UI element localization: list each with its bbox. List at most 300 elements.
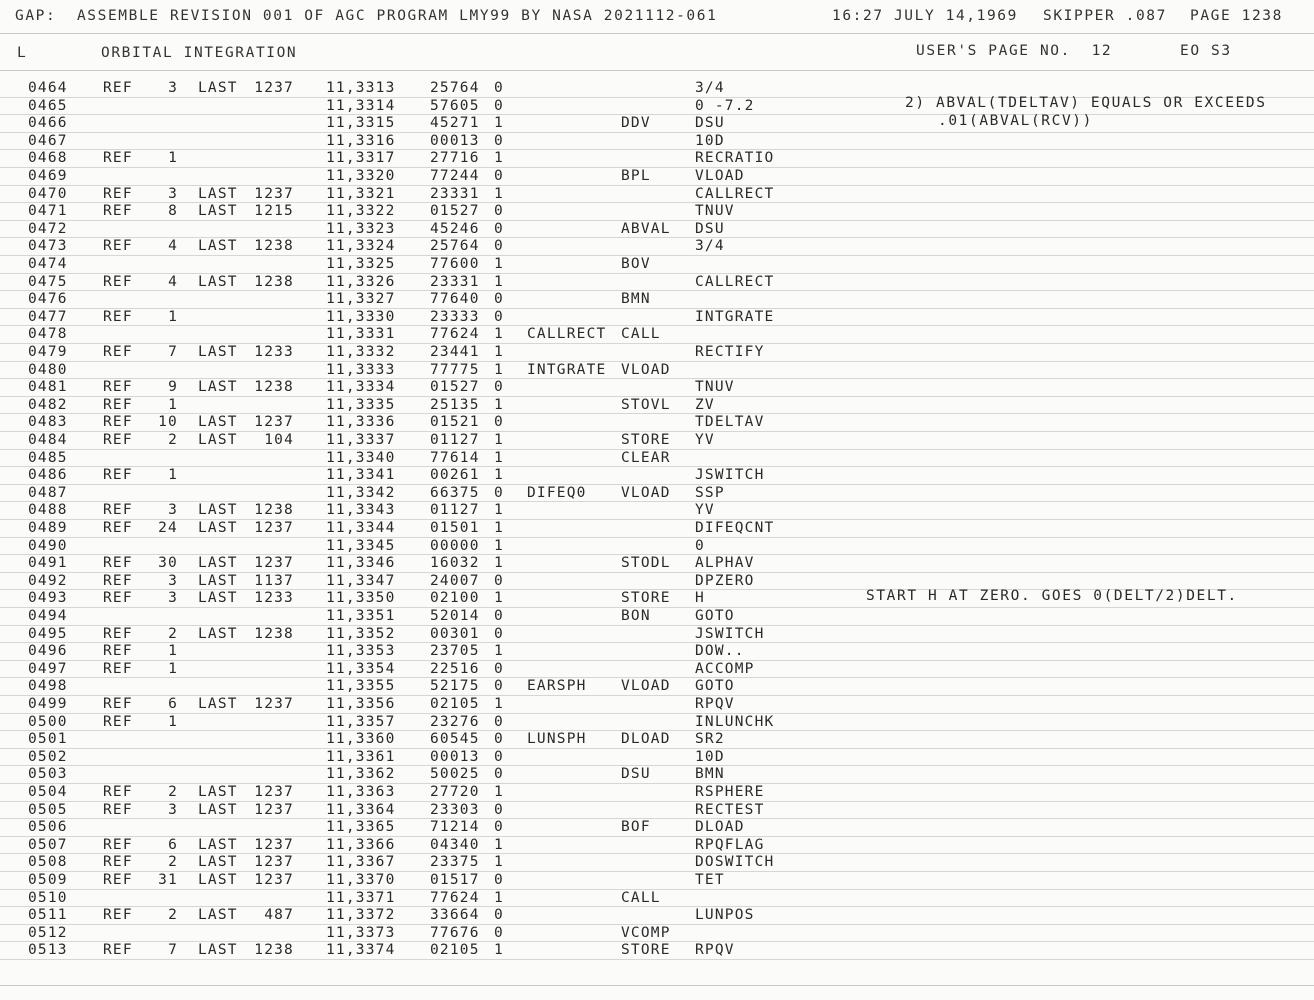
- line-number: 0504: [28, 784, 68, 800]
- ref-count: 7: [168, 344, 178, 360]
- ref-keyword: REF: [103, 502, 133, 519]
- address: 11,3340: [326, 449, 396, 466]
- line-number: 0488: [28, 502, 68, 519]
- line-number: 0467: [28, 132, 68, 149]
- address: 11,3362: [326, 766, 396, 783]
- parity-flag: 0: [494, 379, 504, 396]
- users-page-number: USER'S PAGE NO. 12: [916, 43, 1113, 59]
- address: 11,3351: [326, 608, 396, 624]
- ref-count: 7: [168, 942, 178, 959]
- parity-flag: 1: [494, 942, 504, 959]
- ref-count: 1: [168, 308, 178, 325]
- last-keyword: LAST: [198, 784, 238, 800]
- ref-count: 1: [168, 467, 178, 484]
- octal-word: 04340: [430, 836, 480, 853]
- last-page: 1233: [254, 590, 294, 607]
- address: 11,3343: [326, 502, 396, 519]
- table-row: [0, 731, 1314, 749]
- table-row: [0, 925, 1314, 943]
- parity-flag: 1: [494, 520, 504, 536]
- line-number: 0490: [28, 537, 68, 554]
- address: 11,3374: [326, 942, 396, 959]
- print-timestamp: 16:27 JULY 14,1969: [832, 8, 1018, 24]
- last-keyword: LAST: [198, 942, 238, 959]
- address: 11,3366: [326, 836, 396, 853]
- line-number: 0500: [28, 713, 68, 730]
- parity-flag: 1: [494, 396, 504, 413]
- line-number: 0501: [28, 731, 68, 748]
- table-row: [0, 379, 1314, 397]
- octal-word: 24007: [430, 572, 480, 589]
- parity-flag: 1: [494, 256, 504, 272]
- ref-count: 3: [168, 80, 178, 96]
- opcode: CALL: [621, 889, 661, 906]
- address: 11,3331: [326, 326, 396, 343]
- line-number: 0495: [28, 625, 68, 642]
- ref-count: 3: [168, 572, 178, 589]
- octal-word: 23303: [430, 801, 480, 818]
- operand: 3/4: [695, 238, 725, 255]
- opcode: STORE: [621, 432, 671, 448]
- ref-count: 31: [158, 872, 178, 888]
- line-number: 0503: [28, 766, 68, 783]
- ref-keyword: REF: [103, 713, 133, 730]
- parity-flag: 1: [494, 185, 504, 202]
- octal-word: 45246: [430, 220, 480, 237]
- row-rule: [0, 959, 1314, 960]
- table-row: [0, 256, 1314, 274]
- last-keyword: LAST: [198, 379, 238, 396]
- parity-flag: 1: [494, 537, 504, 554]
- ref-keyword: REF: [103, 150, 133, 167]
- ref-count: 2: [168, 784, 178, 800]
- octal-word: 25764: [430, 238, 480, 255]
- table-row: [0, 661, 1314, 679]
- octal-word: 50025: [430, 766, 480, 783]
- parity-flag: 0: [494, 819, 504, 836]
- operand: SR2: [695, 731, 725, 748]
- table-row: [0, 221, 1314, 239]
- last-keyword: LAST: [198, 273, 238, 290]
- address: 11,3322: [326, 203, 396, 220]
- symbol-label: INTGRATE: [527, 361, 607, 378]
- octal-word: 01527: [430, 203, 480, 220]
- line-number: 0479: [28, 344, 68, 360]
- operand: GOTO: [695, 678, 735, 695]
- ref-keyword: REF: [103, 625, 133, 642]
- table-row: [0, 907, 1314, 925]
- footer-rule: [0, 985, 1314, 986]
- ref-keyword: REF: [103, 80, 133, 96]
- address: 11,3342: [326, 484, 396, 501]
- octal-word: 16032: [430, 555, 480, 572]
- line-number: 0477: [28, 308, 68, 325]
- octal-word: 23441: [430, 344, 480, 360]
- parity-flag: 0: [494, 608, 504, 624]
- operand: CALLRECT: [695, 273, 775, 290]
- octal-word: 77624: [430, 889, 480, 906]
- ref-count: 3: [168, 502, 178, 519]
- table-row: [0, 678, 1314, 696]
- table-row: [0, 115, 1314, 133]
- table-row: [0, 643, 1314, 661]
- line-number: 0474: [28, 256, 68, 272]
- operand: RSPHERE: [695, 784, 765, 800]
- ref-keyword: REF: [103, 555, 133, 572]
- parity-flag: 1: [494, 836, 504, 853]
- operand: 10D: [695, 132, 725, 149]
- table-row: [0, 696, 1314, 714]
- opcode: BOV: [621, 256, 651, 272]
- last-page: 1237: [254, 414, 294, 431]
- ref-keyword: REF: [103, 414, 133, 431]
- last-page: 1215: [254, 203, 294, 220]
- line-number: 0470: [28, 185, 68, 202]
- parity-flag: 0: [494, 484, 504, 501]
- table-row: [0, 854, 1314, 872]
- address: 11,3330: [326, 308, 396, 325]
- ref-keyword: REF: [103, 432, 133, 448]
- last-keyword: LAST: [198, 696, 238, 712]
- parity-flag: 1: [494, 889, 504, 906]
- ref-keyword: REF: [103, 590, 133, 607]
- opcode: DLOAD: [621, 731, 671, 748]
- last-page: 1238: [254, 502, 294, 519]
- ref-count: 1: [168, 150, 178, 167]
- ref-count: 30: [158, 555, 178, 572]
- last-page: 1238: [254, 238, 294, 255]
- address: 11,3367: [326, 854, 396, 871]
- line-number: 0480: [28, 361, 68, 378]
- table-row: [0, 890, 1314, 908]
- octal-word: 01517: [430, 872, 480, 888]
- ref-keyword: REF: [103, 396, 133, 413]
- operand: DPZERO: [695, 572, 755, 589]
- parity-flag: 0: [494, 731, 504, 748]
- parity-flag: 0: [494, 220, 504, 237]
- table-row: [0, 802, 1314, 820]
- ref-keyword: REF: [103, 696, 133, 712]
- last-page: 104: [264, 432, 294, 448]
- parity-flag: 1: [494, 854, 504, 871]
- section-title: ORBITAL INTEGRATION: [101, 45, 298, 61]
- operand: YV: [695, 432, 715, 448]
- parity-flag: 1: [494, 555, 504, 572]
- line-number: 0512: [28, 924, 68, 941]
- ref-count: 8: [168, 203, 178, 220]
- opcode: DSU: [621, 766, 651, 783]
- opcode: VCOMP: [621, 924, 671, 941]
- operand: TNUV: [695, 203, 735, 220]
- operand: JSWITCH: [695, 625, 765, 642]
- line-number: 0473: [28, 238, 68, 255]
- address: 11,3341: [326, 467, 396, 484]
- last-page: 1237: [254, 836, 294, 853]
- table-row: [0, 520, 1314, 538]
- operand: TET: [695, 872, 725, 888]
- assembly-title: GAP: ASSEMBLE REVISION 001 OF AGC PROGRAM LMY99 BY NASA 2021112-061: [15, 8, 718, 24]
- parity-flag: 1: [494, 502, 504, 519]
- parity-flag: 1: [494, 696, 504, 712]
- ref-keyword: REF: [103, 520, 133, 536]
- table-row: [0, 608, 1314, 626]
- address: 11,3314: [326, 97, 396, 114]
- operand: ZV: [695, 396, 715, 413]
- parity-flag: 1: [494, 273, 504, 290]
- last-page: 1237: [254, 520, 294, 536]
- line-number: 0483: [28, 414, 68, 431]
- ref-count: 2: [168, 432, 178, 448]
- operand: INLUNCHK: [695, 713, 775, 730]
- parity-flag: 0: [494, 572, 504, 589]
- parity-flag: 1: [494, 150, 504, 167]
- line-number: 0487: [28, 484, 68, 501]
- last-keyword: LAST: [198, 344, 238, 360]
- address: 11,3323: [326, 220, 396, 237]
- operand: DLOAD: [695, 819, 745, 836]
- ref-count: 2: [168, 907, 178, 924]
- ref-count: 2: [168, 854, 178, 871]
- table-row: [0, 309, 1314, 327]
- ref-keyword: REF: [103, 273, 133, 290]
- last-page: 1237: [254, 80, 294, 96]
- opcode: ABVAL: [621, 220, 671, 237]
- operand: BMN: [695, 766, 725, 783]
- ref-keyword: REF: [103, 344, 133, 360]
- table-row: [0, 168, 1314, 186]
- octal-word: 23331: [430, 273, 480, 290]
- operand: CALLRECT: [695, 185, 775, 202]
- line-number: 0486: [28, 467, 68, 484]
- octal-word: 77244: [430, 168, 480, 184]
- parity-flag: 1: [494, 467, 504, 484]
- ref-count: 1: [168, 396, 178, 413]
- table-row: [0, 344, 1314, 362]
- table-row: [0, 203, 1314, 221]
- last-keyword: LAST: [198, 854, 238, 871]
- address: 11,3352: [326, 625, 396, 642]
- operand: INTGRATE: [695, 308, 775, 325]
- line-number: 0466: [28, 115, 68, 132]
- parity-flag: 0: [494, 414, 504, 431]
- opcode: VLOAD: [621, 484, 671, 501]
- parity-flag: 0: [494, 766, 504, 783]
- ref-keyword: REF: [103, 836, 133, 853]
- octal-word: 01521: [430, 414, 480, 431]
- ref-keyword: REF: [103, 942, 133, 959]
- octal-word: 77600: [430, 256, 480, 272]
- octal-word: 52175: [430, 678, 480, 695]
- last-keyword: LAST: [198, 572, 238, 589]
- last-page: 1238: [254, 379, 294, 396]
- table-row: [0, 432, 1314, 450]
- parity-flag: 0: [494, 872, 504, 888]
- octal-word: 60545: [430, 731, 480, 748]
- line-number: 0476: [28, 291, 68, 308]
- address: 11,3364: [326, 801, 396, 818]
- last-keyword: LAST: [198, 625, 238, 642]
- ref-count: 6: [168, 696, 178, 712]
- line-number: 0485: [28, 449, 68, 466]
- last-keyword: LAST: [198, 432, 238, 448]
- table-row: [0, 150, 1314, 168]
- ref-keyword: REF: [103, 660, 133, 677]
- opcode: CALL: [621, 326, 661, 343]
- address: 11,3324: [326, 238, 396, 255]
- octal-word: 66375: [430, 484, 480, 501]
- operand: ALPHAV: [695, 555, 755, 572]
- address: 11,3363: [326, 784, 396, 800]
- operand: TDELTAV: [695, 414, 765, 431]
- operand: DSU: [695, 115, 725, 132]
- octal-word: 77640: [430, 291, 480, 308]
- table-row: [0, 414, 1314, 432]
- address: 11,3372: [326, 907, 396, 924]
- octal-word: 02105: [430, 696, 480, 712]
- address: 11,3315: [326, 115, 396, 132]
- line-number: 0502: [28, 748, 68, 765]
- address: 11,3365: [326, 819, 396, 836]
- comment-rcv: .01(ABVAL(RCV)): [938, 113, 1093, 129]
- last-page: 1238: [254, 273, 294, 290]
- address: 11,3373: [326, 924, 396, 941]
- address: 11,3326: [326, 273, 396, 290]
- octal-word: 01501: [430, 520, 480, 536]
- ref-keyword: REF: [103, 872, 133, 888]
- opcode: BPL: [621, 168, 651, 184]
- parity-flag: 0: [494, 924, 504, 941]
- line-number: 0475: [28, 273, 68, 290]
- parity-flag: 0: [494, 678, 504, 695]
- operand: 0 -7.2: [695, 97, 755, 114]
- line-number: 0471: [28, 203, 68, 220]
- operand: GOTO: [695, 608, 735, 624]
- octal-word: 00261: [430, 467, 480, 484]
- opcode: STORE: [621, 590, 671, 607]
- ref-keyword: REF: [103, 379, 133, 396]
- line-number: 0469: [28, 168, 68, 184]
- ref-keyword: REF: [103, 185, 133, 202]
- last-page: 1237: [254, 185, 294, 202]
- last-page: 1237: [254, 696, 294, 712]
- line-number: 0464: [28, 80, 68, 96]
- table-row: [0, 766, 1314, 784]
- address: 11,3354: [326, 660, 396, 677]
- address: 11,3334: [326, 379, 396, 396]
- last-page: 1237: [254, 872, 294, 888]
- operand: RECRATIO: [695, 150, 775, 167]
- last-keyword: LAST: [198, 414, 238, 431]
- last-keyword: LAST: [198, 801, 238, 818]
- address: 11,3361: [326, 748, 396, 765]
- octal-word: 00301: [430, 625, 480, 642]
- address: 11,3370: [326, 872, 396, 888]
- opcode: STORE: [621, 942, 671, 959]
- ref-count: 2: [168, 625, 178, 642]
- parity-flag: 0: [494, 97, 504, 114]
- parity-flag: 1: [494, 449, 504, 466]
- last-page: 1137: [254, 572, 294, 589]
- opcode: VLOAD: [621, 361, 671, 378]
- table-row: [0, 238, 1314, 256]
- table-row: [0, 749, 1314, 767]
- table-row: [0, 714, 1314, 732]
- operand: RPQV: [695, 696, 735, 712]
- opcode: BOF: [621, 819, 651, 836]
- last-keyword: LAST: [198, 80, 238, 96]
- operand: DSU: [695, 220, 725, 237]
- table-row: [0, 450, 1314, 468]
- ref-keyword: REF: [103, 238, 133, 255]
- parity-flag: 0: [494, 713, 504, 730]
- parity-flag: 0: [494, 748, 504, 765]
- last-page: 1237: [254, 784, 294, 800]
- octal-word: 23331: [430, 185, 480, 202]
- operand: RECTIFY: [695, 344, 765, 360]
- address: 11,3371: [326, 889, 396, 906]
- table-row: [0, 942, 1314, 960]
- operand: TNUV: [695, 379, 735, 396]
- ref-count: 6: [168, 836, 178, 853]
- last-page: 487: [264, 907, 294, 924]
- table-row: [0, 538, 1314, 556]
- octal-word: 45271: [430, 115, 480, 132]
- octal-word: 57605: [430, 97, 480, 114]
- operand: RPQV: [695, 942, 735, 959]
- line-number: 0506: [28, 819, 68, 836]
- operand: SSP: [695, 484, 725, 501]
- line-number: 0492: [28, 572, 68, 589]
- operand: 0: [695, 537, 705, 554]
- address: 11,3313: [326, 80, 396, 96]
- address: 11,3321: [326, 185, 396, 202]
- ref-keyword: REF: [103, 308, 133, 325]
- ref-keyword: REF: [103, 784, 133, 800]
- line-number: 0497: [28, 660, 68, 677]
- parity-flag: 1: [494, 784, 504, 800]
- ref-keyword: REF: [103, 643, 133, 660]
- line-number: 0493: [28, 590, 68, 607]
- octal-word: 01527: [430, 379, 480, 396]
- octal-word: 00013: [430, 748, 480, 765]
- address: 11,3336: [326, 414, 396, 431]
- octal-word: 23333: [430, 308, 480, 325]
- operand: DOSWITCH: [695, 854, 775, 871]
- octal-word: 23276: [430, 713, 480, 730]
- last-keyword: LAST: [198, 555, 238, 572]
- line-number: 0509: [28, 872, 68, 888]
- address: 11,3360: [326, 731, 396, 748]
- parity-flag: 0: [494, 238, 504, 255]
- ref-count: 10: [158, 414, 178, 431]
- parity-flag: 1: [494, 344, 504, 360]
- opcode: STOVL: [621, 396, 671, 413]
- table-row: [0, 872, 1314, 890]
- ref-keyword: REF: [103, 801, 133, 818]
- operand: YV: [695, 502, 715, 519]
- line-number: 0472: [28, 220, 68, 237]
- address: 11,3356: [326, 696, 396, 712]
- last-page: 1237: [254, 854, 294, 871]
- line-number: 0468: [28, 150, 68, 167]
- address: 11,3337: [326, 432, 396, 448]
- opcode: BON: [621, 608, 651, 624]
- last-keyword: LAST: [198, 907, 238, 924]
- octal-word: 25135: [430, 396, 480, 413]
- ref-keyword: REF: [103, 907, 133, 924]
- octal-word: 77624: [430, 326, 480, 343]
- address: 11,3355: [326, 678, 396, 695]
